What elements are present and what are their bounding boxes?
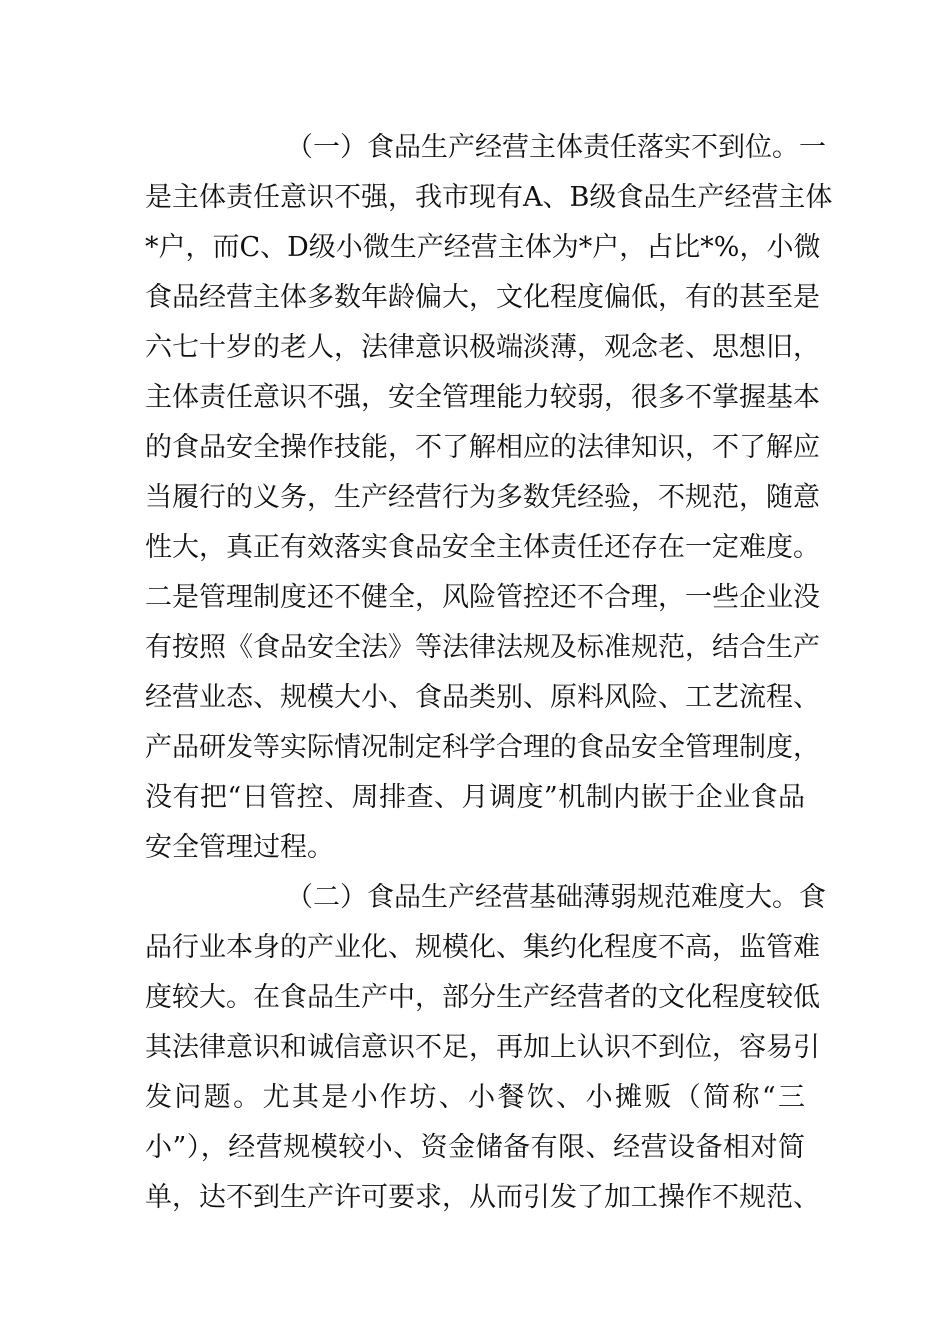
paragraph-1-line-14: 没有把“日管控、周排查、月调度”机制内嵌于企业食品 xyxy=(145,782,805,813)
paragraph-1-line-1: （一）食品生产经营主体责任落实不到位。一 xyxy=(286,132,826,163)
paragraph-1-line-6: 主体责任意识不强，安全管理能力较弱，很多不掌握基本 xyxy=(145,382,820,413)
paragraph-1-line-3: *户，而C、D级小微生产经营主体为*户，占比*%，小微 xyxy=(145,232,821,263)
paragraph-1-line-2: 是主体责任意识不强，我市现有A、B级食品生产经营主体 xyxy=(145,182,833,213)
paragraph-1-line-12: 经营业态、规模大小、食品类别、原料风险、工艺流程、 xyxy=(145,682,820,713)
paragraph-1-line-7: 的食品安全操作技能，不了解相应的法律知识，不了解应 xyxy=(145,432,820,463)
paragraph-2-line-7: 单，达不到生产许可要求，从而引发了加工操作不规范、 xyxy=(145,1182,820,1213)
paragraph-1-line-4: 食品经营主体多数年龄偏大，文化程度偏低，有的甚至是 xyxy=(145,282,820,313)
paragraph-1-line-11: 有按照《食品安全法》等法律法规及标准规范，结合生产 xyxy=(145,632,820,663)
paragraph-1-line-9: 性大，真正有效落实食品安全主体责任还存在一定难度。 xyxy=(145,532,820,563)
paragraph-1-line-15: 安全管理过程。 xyxy=(145,832,334,863)
paragraph-2-line-3: 度较大。在食品生产中，部分生产经营者的文化程度较低 xyxy=(145,982,820,1013)
paragraph-1-line-8: 当履行的义务，生产经营行为多数凭经验，不规范，随意 xyxy=(145,482,820,513)
paragraph-1-line-13: 产品研发等实际情况制定科学合理的食品安全管理制度， xyxy=(145,732,820,763)
paragraph-2-line-6: 小”），经营规模较小、资金储备有限、经营设备相对简 xyxy=(145,1132,805,1163)
paragraph-1-line-10: 二是管理制度还不健全，风险管控还不合理，一些企业没 xyxy=(145,582,820,613)
paragraph-2-line-1: （二）食品生产经营基础薄弱规范难度大。食 xyxy=(286,882,826,913)
paragraph-2-line-2: 品行业本身的产业化、规模化、集约化程度不高，监管难 xyxy=(145,932,820,963)
paragraph-1-line-5: 六七十岁的老人，法律意识极端淡薄，观念老、思想旧， xyxy=(145,332,820,363)
paragraph-2-line-4: 其法律意识和诚信意识不足，再加上认识不到位，容易引 xyxy=(145,1032,820,1063)
paragraph-2-line-5: 发问题。尤其是小作坊、小餐饮、小摊贩（简称“三 xyxy=(145,1082,805,1113)
